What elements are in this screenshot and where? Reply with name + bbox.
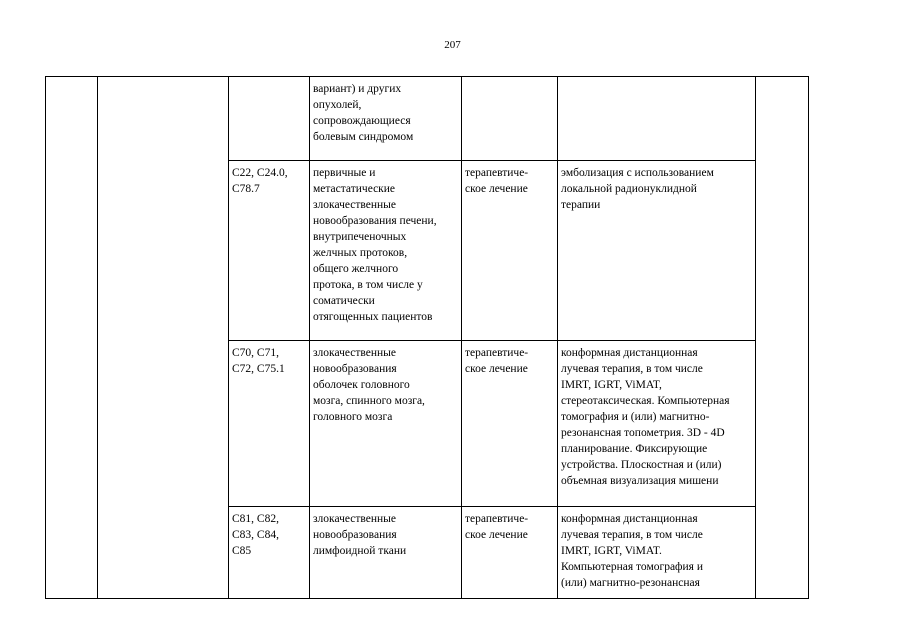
method-cell: эмболизация с использованием локальной радионуклидной терапии (558, 161, 756, 341)
number-cell (46, 77, 98, 599)
cost-cell (756, 77, 809, 599)
treatment-type-cell (462, 77, 558, 161)
group-name-cell (98, 77, 229, 599)
method-cell: конформная дистанционная лучевая терапия, в том числе IMRT, IGRT, ViMAT, стереотаксическая. Компьютерная томография и (или) магнитно- резонансная топометрия. 3D - 4D планирование. Фиксирующие устройства. Плоскостная и (или) объемная визуализация мишени (558, 341, 756, 507)
diagnosis-cell: вариант) и других опухолей, сопровождающиеся болевым синдромом (310, 77, 462, 161)
treatment-type-cell: терапевтиче- ское лечение (462, 341, 558, 507)
diagnosis-cell: злокачественные новообразования лимфоидной ткани (310, 507, 462, 599)
codes-cell (229, 77, 310, 161)
codes-cell: C70, C71, C72, C75.1 (229, 341, 310, 507)
page-number: 207 (444, 39, 461, 51)
method-cell: конформная дистанционная лучевая терапия, в том числе IMRT, IGRT, ViMAT. Компьютерная томография и (или) магнитно-резонансная (558, 507, 756, 599)
codes-cell: C22, C24.0, C78.7 (229, 161, 310, 341)
method-cell (558, 77, 756, 161)
treatment-type-cell: терапевтиче- ское лечение (462, 161, 558, 341)
diagnosis-cell: злокачественные новообразования оболочек головного мозга, спинного мозга, головного мозга (310, 341, 462, 507)
table-row (46, 77, 809, 161)
treatment-type-cell: терапевтиче- ское лечение (462, 507, 558, 599)
codes-cell: C81, C82, C83, C84, C85 (229, 507, 310, 599)
diagnosis-cell: первичные и метастатические злокачественные новообразования печени, внутрипеченочных желчных протоков, общего желчного протока, в том числе у соматически отягощенных пациентов (310, 161, 462, 341)
medical-care-table (45, 76, 809, 599)
